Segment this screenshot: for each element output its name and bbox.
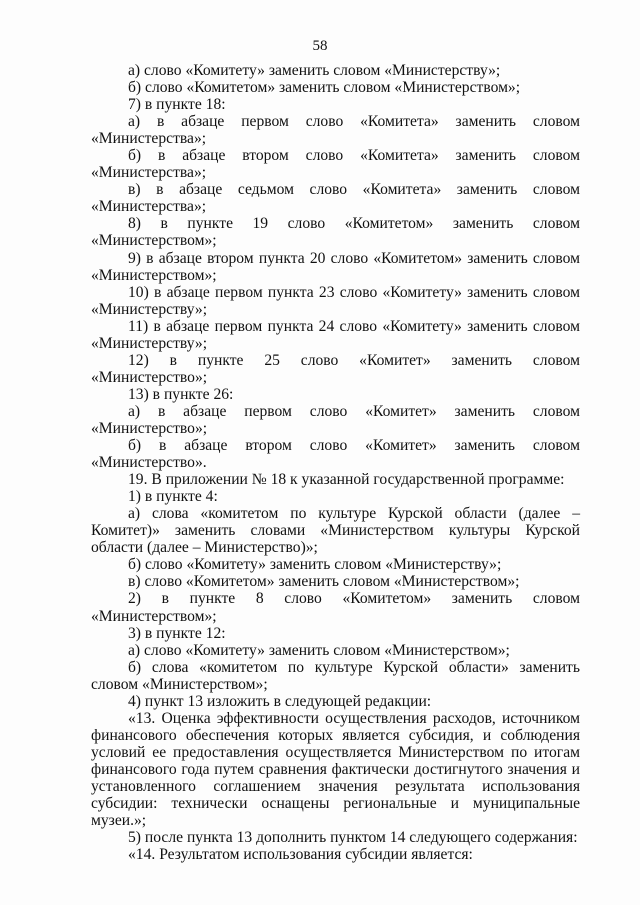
paragraph: «13. Оценка эффективности осуществления расходов, источником финансового обеспечения которых является субсидия, и соблюдения условий ее предоставления осуществляется Министерством по итогам финансового года путем сравнения фактически достигнутого значения и установленного соглашением значения результата использования субсидии: технически оснащены региональные и муниципальные музеи.»; — [91, 709, 580, 830]
paragraph: 7) в пункте 18: — [128, 96, 226, 114]
paragraph: 11) в абзаце первом пункта 24 слово «Комитету» заменить словом «Министерству»; — [91, 317, 580, 352]
paragraph: 5) после пункта 13 дополнить пунктом 14 следующего содержания: — [128, 829, 578, 847]
paragraph: 9) в абзаце втором пункта 20 слово «Комитетом» заменить словом «Министерством»; — [91, 249, 580, 284]
paragraph: б) слова «комитетом по культуре Курской области» заменить словом «Министерством»; — [91, 658, 580, 693]
paragraph: 4) пункт 13 изложить в следующей редакции: — [128, 692, 432, 710]
paragraph: в) в абзаце седьмом слово «Комитета» заменить словом «Министерства»; — [91, 181, 580, 216]
paragraph: 3) в пункте 12: — [128, 624, 226, 642]
paragraph: а) слова «комитетом по культуре Курской области (далее – Комитет)» заменить словами «Министерством культуры Курской области (далее – Министерство)»; — [91, 505, 580, 557]
paragraph: б) слово «Комитетом» заменить словом «Министерством»; — [128, 79, 521, 97]
paragraph: б) в абзаце втором слово «Комитет» заменить словом «Министерство». — [91, 437, 580, 472]
paragraph: 13) в пункте 26: — [128, 385, 234, 403]
paragraph: 1) в пункте 4: — [128, 488, 218, 506]
paragraph: б) в абзаце втором слово «Комитета» заменить словом «Министерства»; — [91, 147, 580, 182]
paragraph: 2) в пункте 8 слово «Комитетом» заменить словом «Министерством»; — [91, 590, 580, 625]
paragraph: «14. Результатом использования субсидии является: — [128, 846, 473, 864]
paragraph: а) в абзаце первом слово «Комитет» заменить словом «Министерство»; — [91, 402, 580, 437]
paragraph: 10) в абзаце первом пункта 23 слово «Комитету» заменить словом «Министерству»; — [91, 283, 580, 318]
document-body — [91, 62, 580, 863]
paragraph: а) слово «Комитету» заменить словом «Министерством»; — [128, 641, 510, 659]
paragraph: б) слово «Комитету» заменить словом «Министерству»; — [128, 556, 502, 574]
paragraph: 12) в пункте 25 слово «Комитет» заменить словом «Министерство»; — [91, 351, 580, 386]
paragraph: 19. В приложении № 18 к указанной государственной программе: — [128, 471, 565, 489]
paragraph: а) слово «Комитету» заменить словом «Министерству»; — [128, 62, 501, 79]
page-number: 58 — [312, 38, 328, 54]
paragraph: а) в абзаце первом слово «Комитета» заменить словом «Министерства»; — [91, 113, 580, 148]
paragraph: 8) в пункте 19 слово «Комитетом» заменить словом «Министерством»; — [91, 215, 580, 250]
paragraph: в) слово «Комитетом» заменить словом «Министерством»; — [128, 573, 520, 591]
